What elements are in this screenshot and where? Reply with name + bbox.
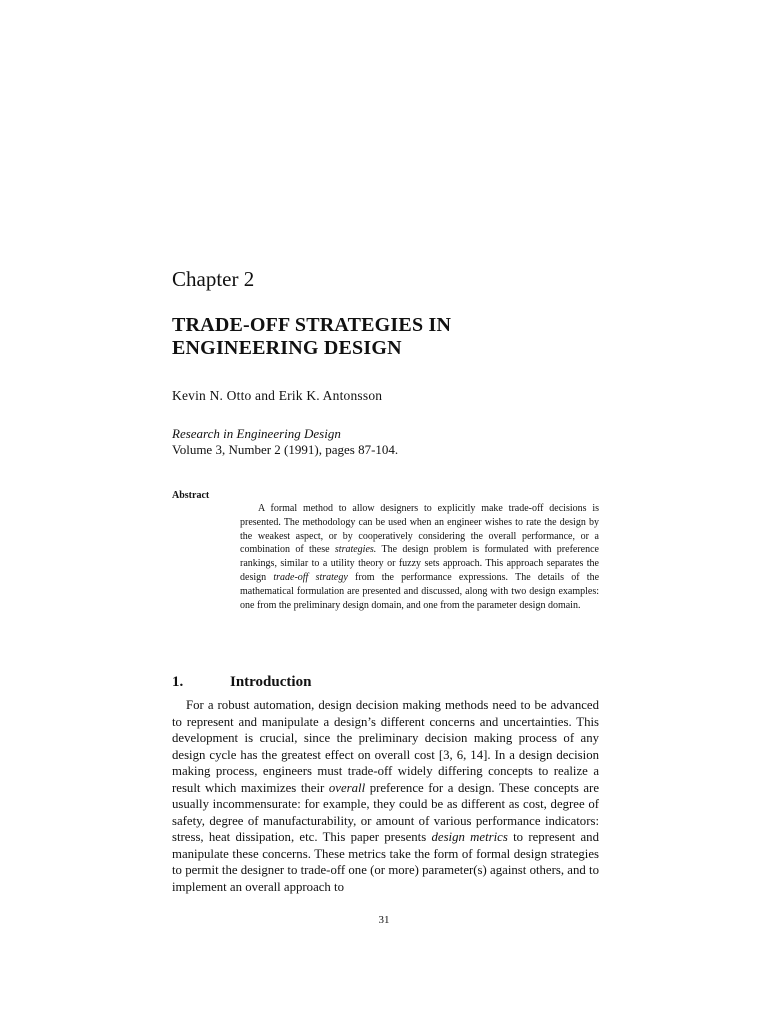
intro-part-3: to represent and manipulate these concerns. These metrics take the form of formal design strategies to permit the designer to trade-off one (or more) parameter(s) against others, and to implement an overall approach to xyxy=(172,830,599,894)
section-title: Introduction xyxy=(230,674,312,690)
intro-part-2: preference for a design. These concepts are usually incommensurate: for example, they could be as different as cost, degree of safety, degree of manufacturability, or amount of various performance indicators: stress, heat dissipation, etc. This paper presents xyxy=(172,780,600,844)
abstract-label: Abstract xyxy=(172,490,210,501)
section-heading-introduction xyxy=(172,673,311,691)
abstract-emphasis-strategies: strategies. xyxy=(334,544,377,556)
paper-title-line-1: TRADE-OFF STRATEGIES IN xyxy=(172,314,452,336)
journal-volume: Volume 3, Number 2 (1991), pages 87-104. xyxy=(172,442,399,457)
paper-title-line-2: ENGINEERING DESIGN xyxy=(172,337,402,359)
paper-title xyxy=(172,314,612,360)
abstract-part-3: from the performance expressions. The details of the mathematical formulation are presented and discussed, along with two design examples: one from the preliminary design domain, and one from the parameter design domain. xyxy=(240,571,600,611)
abstract-emphasis-trade-off-strategy: trade-off strategy xyxy=(273,571,348,583)
chapter-label: Chapter 2 xyxy=(172,267,255,291)
abstract-part-2: The design problem is formulated with preference rankings, similar to a utility theory or fuzzy sets approach. This approach separates the design xyxy=(240,544,599,583)
intro-emphasis-design-metrics: design metrics xyxy=(431,830,508,844)
intro-part-1: For a robust automation, design decision making methods need to be advanced to represent and manipulate a design’s different concerns and uncertainties. This development is crucial, since the preliminary decision making process of any design cycle has the greatest effect on overall cost [3, 6, 14]. In a design decision making process, engineers must trade-off widely differing concepts to realize a result which maximizes their xyxy=(172,698,599,795)
abstract-text xyxy=(240,502,599,612)
journal-citation xyxy=(172,426,398,458)
introduction-paragraph xyxy=(172,697,599,895)
page-number: 31 xyxy=(378,914,390,926)
intro-emphasis-overall: overall xyxy=(328,780,366,795)
authors: Kevin N. Otto and Erik K. Antonsson xyxy=(172,388,383,403)
section-number: 1. xyxy=(172,674,184,690)
journal-name: Research in Engineering Design xyxy=(172,426,341,441)
abstract-part-1: A formal method to allow designers to explicitly make trade-off decisions is presented. The methodology can be used when an engineer wishes to rate the design by the weakest aspect, or by cooperatively considering the overall performance, or a combination of these xyxy=(240,503,599,556)
